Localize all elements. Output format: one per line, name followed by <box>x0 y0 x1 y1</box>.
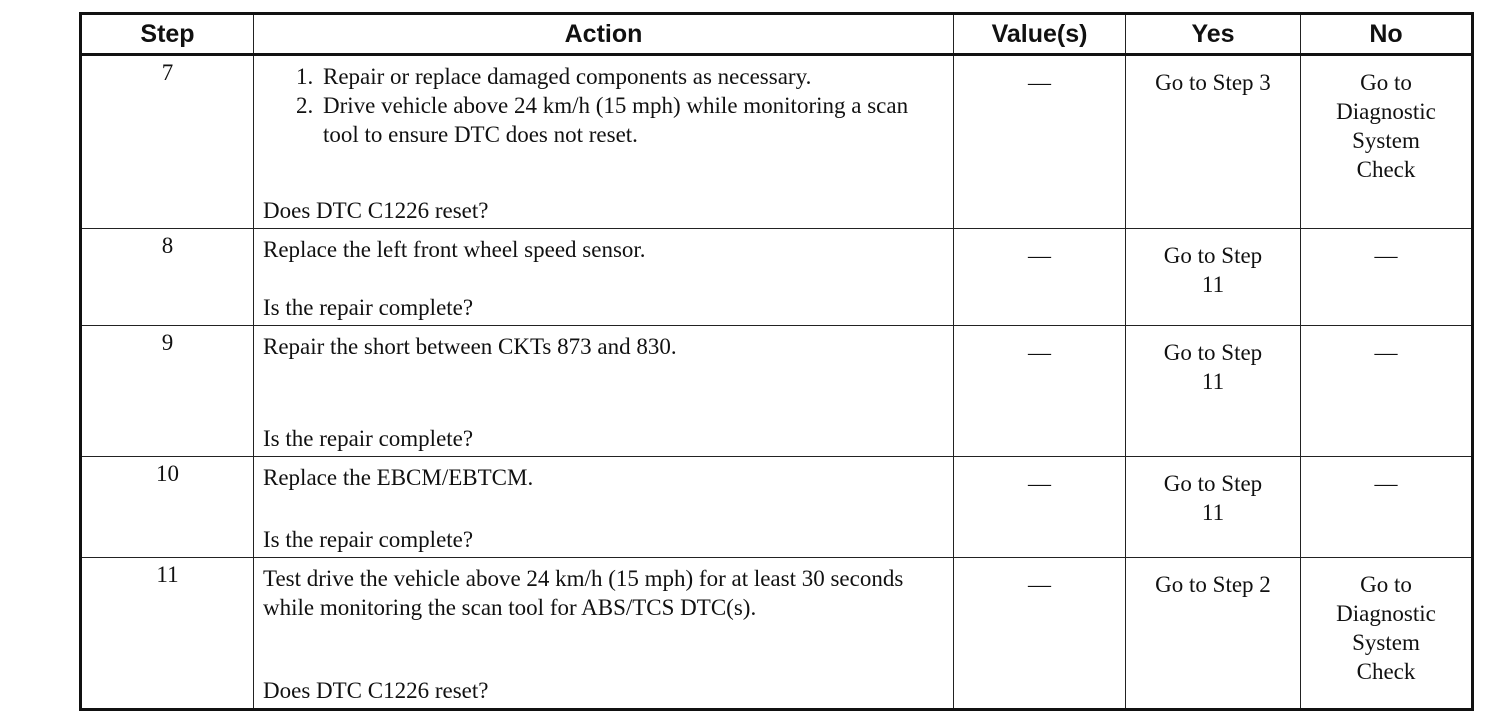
action-cell <box>254 326 954 457</box>
action-cell <box>254 457 954 558</box>
header-values: Value(s) <box>954 14 1126 55</box>
action-question: Is the repair complete? <box>263 426 474 451</box>
no-cell: — <box>1301 457 1473 558</box>
table-row-step-9 <box>81 326 1473 457</box>
action-question: Does DTC C1226 reset? <box>263 198 489 223</box>
header-no: No <box>1301 14 1473 55</box>
table-row-step-7 <box>81 55 1473 229</box>
step-number: 8 <box>81 229 254 326</box>
action-steps-list <box>263 62 945 149</box>
action-text: Test drive the vehicle above 24 km/h (15 mph) for at least 30 seconds while monitoring the scan tool for ABS/TCS DTC(s). <box>263 566 904 620</box>
step-number: 9 <box>81 326 254 457</box>
value-cell: — <box>954 229 1126 326</box>
action-step-item: 1. Repair or replace damaged components as necessary. <box>319 62 945 91</box>
value-cell: — <box>954 457 1126 558</box>
action-text: Replace the left front wheel speed sensor. <box>263 237 646 262</box>
action-text: Replace the EBCM/EBTCM. <box>263 465 534 490</box>
yes-cell: Go to Step 11 <box>1126 326 1301 457</box>
header-action: Action <box>254 14 954 55</box>
yes-cell: Go to Step 3 <box>1126 55 1301 229</box>
action-step-item: 2. Drive vehicle above 24 km/h (15 mph) while monitoring a scan tool to ensure DTC does not reset. <box>319 91 945 149</box>
action-text: Repair the short between CKTs 873 and 830. <box>263 334 677 359</box>
action-cell <box>254 558 954 710</box>
header-yes: Yes <box>1126 14 1301 55</box>
value-cell: — <box>954 326 1126 457</box>
action-question: Is the repair complete? <box>263 527 474 552</box>
table-row-step-8 <box>81 229 1473 326</box>
action-cell <box>254 55 954 229</box>
value-cell: — <box>954 558 1126 710</box>
action-question: Is the repair complete? <box>263 295 474 320</box>
no-cell: — <box>1301 326 1473 457</box>
yes-cell: Go to Step 11 <box>1126 457 1301 558</box>
value-cell: — <box>954 55 1126 229</box>
header-step: Step <box>81 14 254 55</box>
action-cell <box>254 229 954 326</box>
yes-cell: Go to Step 2 <box>1126 558 1301 710</box>
step-number: 7 <box>81 55 254 229</box>
step-number: 11 <box>81 558 254 710</box>
no-cell: Go to Diagnostic System Check <box>1301 55 1473 229</box>
no-cell: — <box>1301 229 1473 326</box>
yes-cell: Go to Step 11 <box>1126 229 1301 326</box>
table-row-step-10 <box>81 457 1473 558</box>
header-row <box>81 14 1473 55</box>
action-question: Does DTC C1226 reset? <box>263 678 489 703</box>
step-number: 10 <box>81 457 254 558</box>
diagnostic-table <box>79 12 1474 711</box>
no-cell: Go to Diagnostic System Check <box>1301 558 1473 710</box>
table-row-step-11 <box>81 558 1473 710</box>
